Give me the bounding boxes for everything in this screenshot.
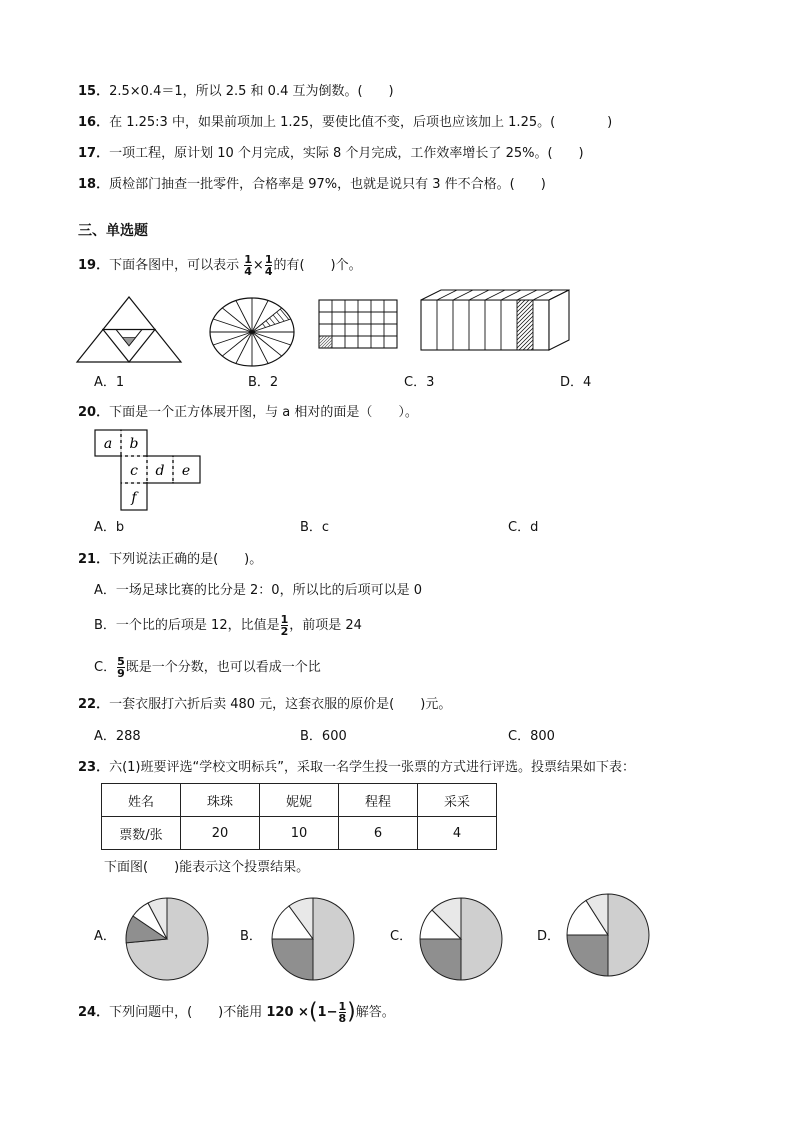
- sector-circle-figure: [209, 297, 295, 367]
- face-b: b: [129, 436, 139, 452]
- question-text-end: 解答。: [355, 1005, 395, 1020]
- pie-chart-d[interactable]: [565, 892, 651, 978]
- question-text-end: 的有( )个。: [273, 258, 362, 273]
- option-c[interactable]: C．3: [404, 375, 435, 390]
- face-a: a: [103, 436, 113, 452]
- face-c: c: [130, 463, 138, 479]
- face-e: e: [181, 463, 191, 479]
- denominator: 4: [264, 265, 273, 278]
- question-number: 18．: [78, 177, 110, 192]
- option-text: B．一个比的后项是 12，比值是: [94, 618, 280, 633]
- option-d[interactable]: D．: [537, 929, 561, 944]
- option-b[interactable]: [94, 614, 362, 637]
- table-row: [102, 817, 497, 850]
- question-number: 22．: [78, 697, 110, 712]
- question-number: 24．: [78, 1005, 110, 1020]
- option-c[interactable]: C．800: [508, 729, 555, 744]
- table-cell: 6: [339, 817, 418, 850]
- option-a[interactable]: A．288: [94, 729, 141, 744]
- table-cell: 20: [181, 817, 260, 850]
- vote-table: [101, 783, 497, 850]
- question-17: [78, 145, 584, 163]
- fraction: [244, 254, 252, 277]
- expression-part: 1−: [317, 1005, 338, 1020]
- numerator: 1: [280, 613, 289, 626]
- table-cell: 采采: [418, 784, 497, 817]
- question-text: 下面是一个正方体展开图，与 a 相对的面是（ ）。: [109, 405, 418, 420]
- option-b[interactable]: B．600: [300, 729, 347, 744]
- numerator: 5: [117, 655, 125, 668]
- pie-chart-a[interactable]: [124, 896, 210, 982]
- numerator: 1: [338, 1000, 347, 1013]
- option-b[interactable]: B．c: [300, 520, 330, 535]
- table-cell: 4: [418, 817, 497, 850]
- prism-bars-figure: [420, 288, 572, 352]
- question-text: 六(1)班要评选“学校文明标兵”，采取一名学生投一张票的方式进行评选。投票结果如下表：: [109, 760, 635, 775]
- fraction: [339, 1001, 347, 1024]
- section-title: 三、单选题: [78, 223, 148, 239]
- pie-chart-b[interactable]: [270, 896, 356, 982]
- nested-triangles-figure: [76, 296, 182, 364]
- question-number: 21．: [78, 552, 110, 567]
- question-text: 一项工程，原计划 10 个月完成，实际 8 个月完成，工作效率增长了 25%。( ): [109, 146, 584, 161]
- question-number: 17．: [78, 146, 110, 161]
- table-cell: 姓名: [102, 784, 181, 817]
- question-15: [78, 83, 394, 101]
- option-c[interactable]: C．: [390, 929, 413, 944]
- question-18: [78, 176, 546, 194]
- left-paren: (: [308, 999, 318, 1025]
- question-21: [78, 551, 262, 569]
- option-b[interactable]: B．: [240, 929, 262, 944]
- option-text: C．: [94, 660, 117, 675]
- option-c[interactable]: C．d: [508, 520, 539, 535]
- pie-chart-c[interactable]: [418, 896, 504, 982]
- option-text: ，前项是 24: [289, 618, 362, 633]
- right-paren: ): [347, 999, 356, 1025]
- question-22: [78, 696, 451, 714]
- numerator: 1: [264, 253, 273, 266]
- numerator: 1: [244, 253, 252, 266]
- denominator: 8: [338, 1012, 347, 1025]
- table-cell: 票数/张: [102, 817, 181, 850]
- option-b[interactable]: B．2: [248, 375, 279, 390]
- face-f: f: [131, 490, 137, 506]
- question-text: 下面各图中，可以表示: [109, 258, 240, 273]
- option-a[interactable]: A．一场足球比赛的比分是 2：0，所以比的后项可以是 0: [94, 583, 422, 598]
- table-cell: 珠珠: [181, 784, 260, 817]
- table-cell: 10: [260, 817, 339, 850]
- option-a[interactable]: A．b: [94, 520, 125, 535]
- denominator: 9: [117, 667, 125, 680]
- question-23: [78, 759, 635, 777]
- expression-part: 120 ×: [266, 1005, 309, 1020]
- option-a[interactable]: A．: [94, 929, 116, 944]
- option-c[interactable]: [94, 656, 321, 679]
- cube-net-figure: [94, 429, 202, 511]
- option-text: 既是一个分数，也可以看成一个比: [125, 660, 321, 675]
- grid-rectangle-figure: [318, 299, 400, 351]
- face-d: d: [155, 463, 165, 479]
- question-20: [78, 404, 418, 422]
- table-cell: 妮妮: [260, 784, 339, 817]
- fraction: [117, 656, 125, 679]
- question-number: 20．: [78, 405, 110, 420]
- question-16: [78, 114, 612, 132]
- question-text: 一套衣服打六折后卖 480 元，这套衣服的原价是( )元。: [109, 697, 452, 712]
- denominator: 2: [280, 625, 289, 638]
- table-cell: 程程: [339, 784, 418, 817]
- question-number: 15．: [78, 84, 110, 99]
- table-row: [102, 784, 497, 817]
- option-d[interactable]: D．4: [560, 375, 592, 390]
- question-text: 下列说法正确的是( )。: [109, 552, 263, 567]
- question-23-followup: 下面图( )能表示这个投票结果。: [104, 860, 310, 875]
- question-text: 质检部门抽查一批零件，合格率是 97%，也就是说只有 3 件不合格。( ): [109, 177, 546, 192]
- question-number: 23．: [78, 760, 110, 775]
- question-number: 19．: [78, 258, 110, 273]
- question-19: [78, 254, 362, 277]
- question-24: [78, 1001, 395, 1024]
- times-sign: ×: [252, 258, 264, 273]
- question-text: 2.5×0.4＝1，所以 2.5 和 0.4 互为倒数。( ): [109, 84, 394, 99]
- denominator: 4: [244, 265, 252, 278]
- question-text: 下列问题中，( )不能用: [109, 1005, 263, 1020]
- option-a[interactable]: A．1: [94, 375, 125, 390]
- question-text: 在 1.25:3 中，如果前项加上 1.25，要使比值不变，后项也应该加上 1.25。( ): [109, 115, 613, 130]
- fraction: [281, 614, 289, 637]
- question-number: 16．: [78, 115, 110, 130]
- fraction: [265, 254, 273, 277]
